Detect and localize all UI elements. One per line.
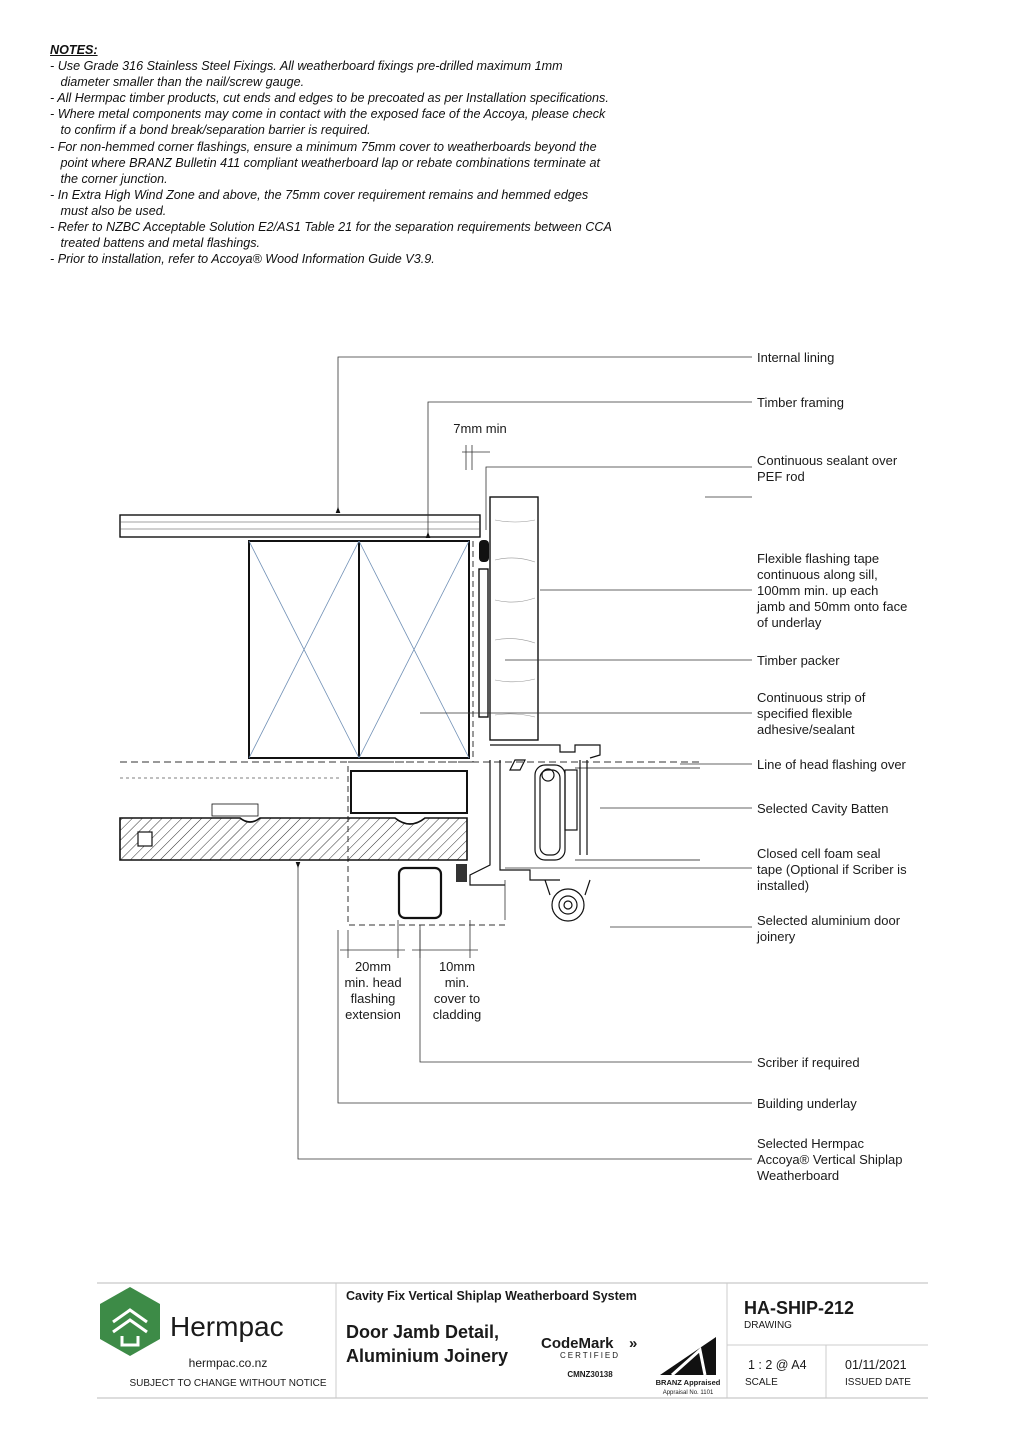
scale-label: SCALE [745,1377,778,1388]
dim-cover: min. [444,975,470,990]
label-adhesive: adhesive/sealant [757,722,855,737]
label-timber-framing: Timber framing [757,395,844,410]
note-line: - Use Grade 316 Stainless Steel Fixings. All weatherboard fixings pre-drilled maximum 1mm [50,59,563,74]
issued-date: 01/11/2021 [845,1358,907,1372]
title-block [97,1283,928,1398]
note-line: - For non-hemmed corner flashings, ensure a minimum 75mm cover to weatherboards beyond the [50,139,597,154]
note-line: must also be used. [50,203,167,218]
dim-gap: 7mm min [453,421,507,436]
notes-heading: NOTES: [50,43,98,57]
note-line: - Prior to installation, refer to Accoya® Wood Information Guide V3.9. [50,252,435,267]
label-adhesive: specified flexible [757,706,853,721]
issued-date-label: ISSUED DATE [845,1377,911,1388]
callout-labels [756,350,907,1183]
label-head-flashing: Line of head flashing over [757,757,906,772]
dim-head-flashing: min. head [344,975,402,990]
label-weatherboard: Selected Hermpac [757,1136,864,1151]
label-flashing-tape: continuous along sill, [757,567,878,582]
codemark-chevron-icon: » [629,1335,638,1352]
label-foam-seal: tape (Optional if Scriber is [757,862,907,877]
label-weatherboard: Accoya® Vertical Shiplap [757,1152,903,1167]
drawing-label: DRAWING [744,1320,792,1331]
sealant-pef-rod [479,540,489,717]
note-line: treated battens and metal flashings. [50,236,261,251]
note-line: to confirm if a bond break/separation barrier is required. [50,123,371,138]
label-cavity-batten: Selected Cavity Batten [757,801,889,816]
codemark-number: CMNZ30138 [567,1370,613,1379]
cavity-batten [351,771,467,813]
label-building-underlay: Building underlay [757,1096,857,1111]
scale-value: 1 : 2 @ A4 [748,1358,807,1372]
note-line: the corner junction. [50,171,168,186]
label-flashing-tape: jamb and 50mm onto face [757,599,908,614]
branz-logo-icon [660,1337,716,1375]
drawing-number: HA-SHIP-212 [744,1298,855,1318]
note-line: diameter smaller than the nail/screw gauge. [50,75,305,90]
brand-name: Hermpac [170,1311,284,1342]
drawing-title: Aluminium Joinery [346,1346,509,1366]
label-flashing-tape: 100mm min. up each [757,583,879,598]
timber-packer [490,497,538,740]
label-sealant: PEF rod [757,469,805,484]
codemark-sub: CERTIFIED [559,1351,621,1360]
note-line: point where BRANZ Bulletin 411 compliant weatherboard lap or rebate combinations terminate at [50,155,600,170]
branz-number: Appraisal No. 1101 [662,1390,714,1396]
note-line: - Refer to NZBC Acceptable Solution E2/AS1 Table 21 for the separation requirements between CCA [50,220,612,235]
label-sealant: Continuous sealant over [757,453,898,468]
scriber [399,868,441,918]
label-timber-packer: Timber packer [757,653,840,668]
hermpac-logo-icon [100,1287,160,1356]
dim-head-flashing: flashing [350,991,396,1006]
label-foam-seal: Closed cell foam seal [757,846,881,861]
system-name: Cavity Fix Vertical Shiplap Weatherboard System [346,1289,637,1303]
timber-framing [249,541,469,758]
dim-cover: 10mm [438,959,476,974]
note-line: - All Hermpac timber products, cut ends and edges to be precoated as per Installation specifications. [50,91,609,106]
internal-lining [120,515,480,537]
disclaimer: SUBJECT TO CHANGE WITHOUT NOTICE [129,1378,327,1389]
foam-seal [456,864,467,882]
drawing-title: Door Jamb Detail, [346,1322,500,1342]
dim-cover: cladding [432,1007,482,1022]
branz-text: BRANZ Appraised [655,1378,721,1387]
note-line: - In Extra High Wind Zone and above, the 75mm cover requirement remains and hemmed edges [50,187,589,202]
label-foam-seal: installed) [757,878,810,893]
label-flashing-tape: of underlay [757,615,822,630]
label-door-joinery: Selected aluminium door [757,913,901,928]
codemark-logo: CodeMark [541,1335,614,1352]
label-scriber: Scriber if required [757,1055,860,1070]
label-weatherboard: Weatherboard [757,1168,840,1183]
dim-head-flashing: 20mm [354,959,392,974]
label-adhesive: Continuous strip of [757,690,866,705]
label-flashing-tape: Flexible flashing tape [757,551,880,566]
dim-head-flashing: extension [345,1007,401,1022]
label-internal-lining: Internal lining [757,350,835,365]
dim-cover: cover to [433,991,481,1006]
aluminium-joinery [470,745,600,921]
website: hermpac.co.nz [188,1356,268,1370]
note-line: - Where metal components may come in contact with the exposed face of the Accoya, please check [50,107,606,122]
label-door-joinery: joinery [757,929,796,944]
